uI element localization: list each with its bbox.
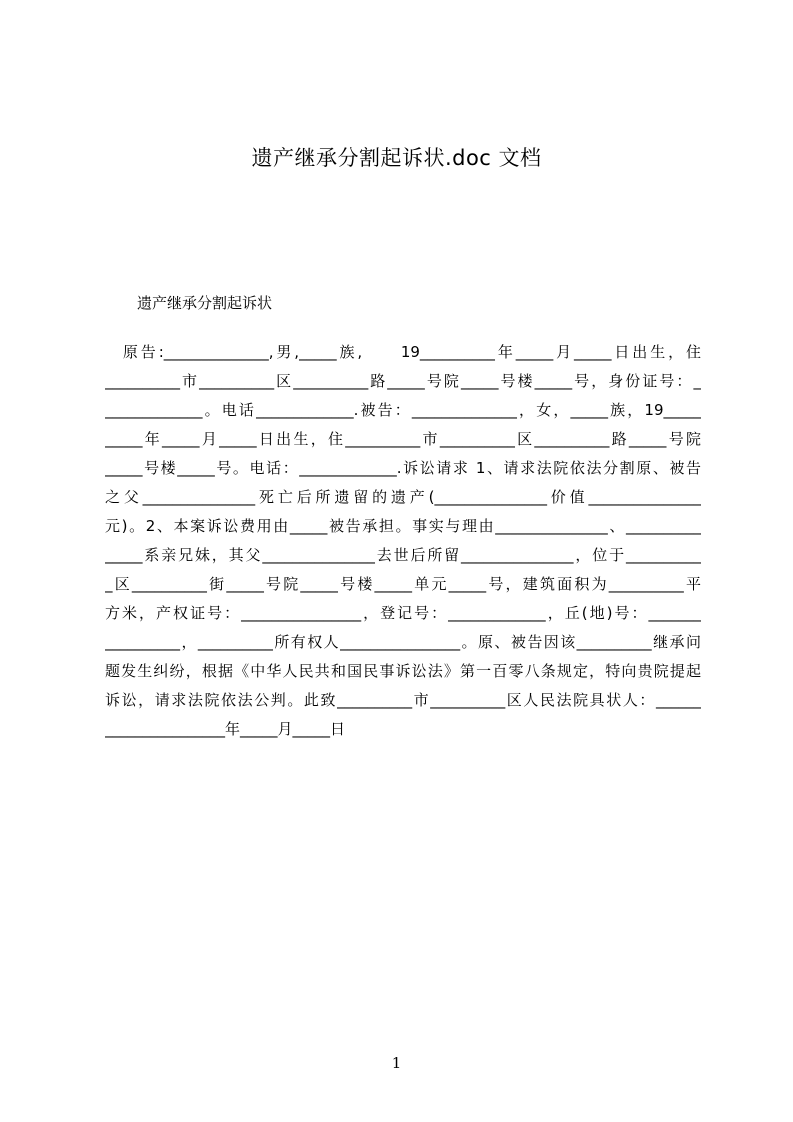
body-line: _____________。电话_____________.被告：______________，女，_____族，19_____ [105,401,701,419]
page-number: 1 [391,1054,402,1072]
complaint-heading: 遗产继承分割起诉状 [137,294,273,312]
body-line: _____系亲兄妹，其父_______________去世后所留_______________，位于__________ [105,546,701,564]
body-line: 诉讼，请求法院依法公判。此致__________市__________区人民法院具状人：______ [105,691,701,709]
body-line: 之父_______________死亡后所遗留的遗产(_______________价值_______________ [105,488,701,506]
body-line: _区__________街_____号院_____号楼_____单元_____号，建筑面积为__________平 [105,575,701,593]
body-line: __________市__________区__________路_____号院_____号楼_____号，身份证号：_ [105,372,701,390]
body-line: 原告:______________,男,_____族, 19__________年_____月_____日出生，住 [105,343,701,361]
body-line: 题发生纠纷，根据《中华人民共和国民事诉讼法》第一百零八条规定，特向贵院提起 [105,662,701,680]
body-line: 元)。2、本案诉讼费用由_____被告承担。事实与理由_______________、__________ [105,517,701,535]
document-title: 遗产继承分割起诉状.doc 文档 [251,146,542,170]
body-line: 方米，产权证号：________________，登记号：_____________，丘(地)号：_______ [105,604,701,622]
body-line: __________，__________所有权人________________。原、被告因该__________继承问 [105,633,701,651]
body-line: ________________年_____月_____日 [105,720,346,738]
body-line: _____号楼_____号。电话：_____________.诉讼请求 1、请求法院依法分割原、被告 [105,459,701,477]
body-line: _____年_____月_____日出生，住__________市__________区__________路_____号院 [105,430,701,448]
complaint-body [105,338,701,744]
